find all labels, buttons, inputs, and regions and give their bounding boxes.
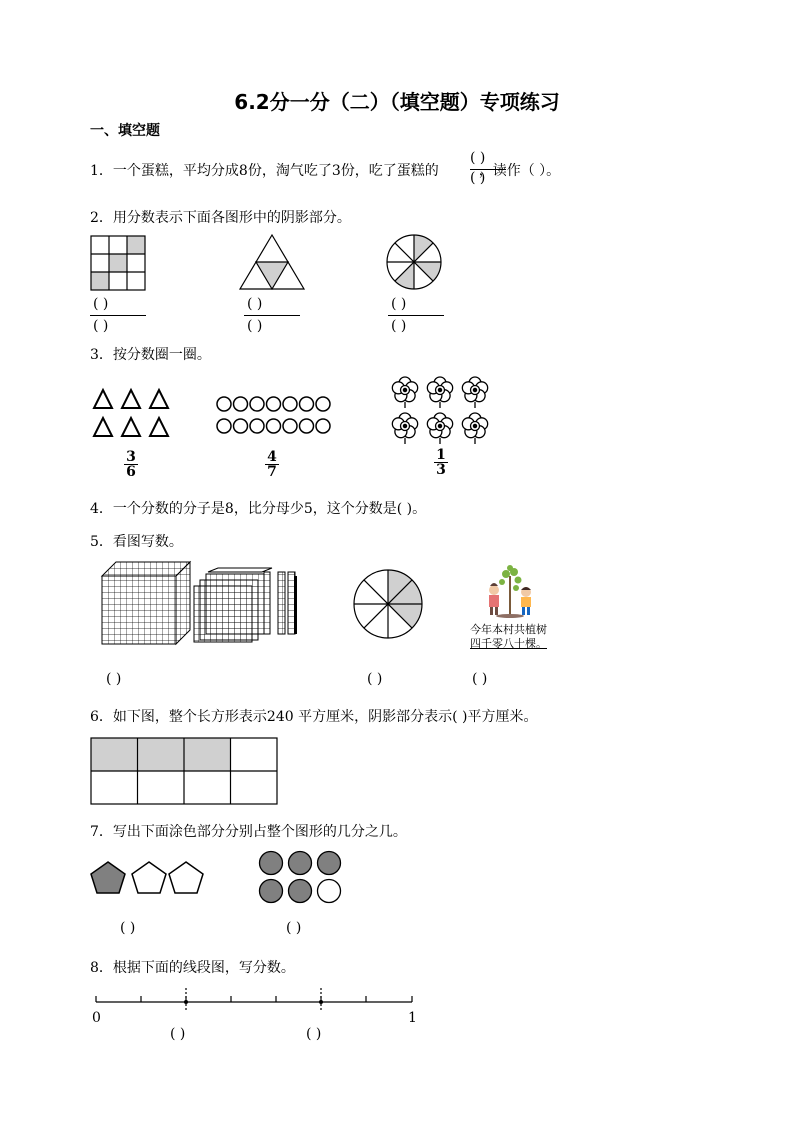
q3-fraction-1 bbox=[124, 450, 138, 479]
q3-flower bbox=[392, 413, 417, 444]
q6-rectangle-figure bbox=[91, 738, 279, 806]
q3-circle bbox=[234, 397, 248, 411]
q8-label-zero: 0 bbox=[92, 1010, 101, 1026]
question-7: 7．写出下面涂色部分分别占整个图形的几分之几。 bbox=[90, 824, 407, 840]
q3-circle bbox=[250, 397, 264, 411]
q5-blank-1[interactable]: ( ) bbox=[106, 671, 122, 687]
q3-circle bbox=[217, 419, 231, 433]
q3-circles bbox=[216, 396, 334, 436]
q8-blank-2[interactable]: ( ) bbox=[306, 1026, 322, 1042]
q8-blank-1[interactable]: ( ) bbox=[170, 1026, 186, 1042]
q3-circle bbox=[283, 419, 297, 433]
q7-circles bbox=[258, 850, 344, 906]
page-title: 6.2分一分（二）（填空题）专项练习 bbox=[234, 90, 560, 114]
q2-frac-line-1 bbox=[90, 315, 146, 316]
q3-fraction-3 bbox=[434, 448, 448, 477]
q3-frac-2-num: 4 bbox=[267, 449, 277, 465]
q2-blank-den-2[interactable]: ( ) bbox=[247, 318, 263, 334]
q8-number-line bbox=[90, 988, 420, 1012]
q5-caption-line-2: 四千零八十棵。 bbox=[470, 637, 547, 650]
q3-frac-3-num: 1 bbox=[436, 447, 446, 463]
q2-blank-num-2[interactable]: ( ) bbox=[247, 296, 263, 312]
q3-circle bbox=[234, 419, 248, 433]
q2-blank-den-3[interactable]: ( ) bbox=[391, 318, 407, 334]
q2-frac-line-2 bbox=[244, 315, 300, 316]
question-4: 4．一个分数的分子是8，比分母少5，这个分数是( )。 bbox=[90, 501, 427, 517]
question-8: 8．根据下面的线段图，写分数。 bbox=[90, 960, 295, 976]
q3-circle bbox=[217, 397, 231, 411]
q1-frac-num[interactable]: ( ) bbox=[470, 150, 486, 166]
q7-blank-2[interactable]: ( ) bbox=[286, 920, 302, 936]
q2-triangle-figure bbox=[240, 235, 304, 289]
q2-blank-num-3[interactable]: ( ) bbox=[391, 296, 407, 312]
q5-blank-3[interactable]: ( ) bbox=[472, 671, 488, 687]
q5-circle-figure bbox=[352, 568, 424, 640]
q5-caption-line-1: 今年本村共植树 bbox=[470, 623, 547, 636]
q3-circle bbox=[316, 419, 330, 433]
q5-blank-2[interactable]: ( ) bbox=[367, 671, 383, 687]
q3-flower bbox=[462, 377, 487, 408]
q3-circle bbox=[267, 397, 281, 411]
q3-flower bbox=[462, 413, 487, 444]
q3-flower bbox=[427, 413, 452, 444]
q3-circle bbox=[283, 397, 297, 411]
q7-blank-1[interactable]: ( ) bbox=[120, 920, 136, 936]
section-heading: 一、填空题 bbox=[90, 123, 160, 139]
q3-triangles bbox=[92, 388, 172, 440]
q3-circle bbox=[316, 397, 330, 411]
q2-circle-figure bbox=[386, 234, 442, 290]
question-5: 5．看图写数。 bbox=[90, 534, 183, 550]
q3-flowers bbox=[388, 374, 492, 442]
q7-pentagons bbox=[90, 860, 206, 896]
q3-frac-2-den: 7 bbox=[267, 464, 277, 480]
q3-circle bbox=[267, 419, 281, 433]
q1-text-a: 1．一个蛋糕，平均分成8份，淘气吃了3份，吃了蛋糕的 bbox=[90, 163, 439, 179]
question-3: 3．按分数圈一圈。 bbox=[90, 347, 211, 363]
q3-circle bbox=[250, 419, 264, 433]
q3-frac-1-num: 3 bbox=[126, 449, 136, 465]
q1-text-b: ，读作（ ）。 bbox=[478, 163, 561, 179]
q3-flower bbox=[427, 377, 452, 408]
q3-circle bbox=[300, 397, 314, 411]
q5-cubes-figure bbox=[102, 562, 306, 644]
q3-circle bbox=[300, 419, 314, 433]
q2-grid-figure bbox=[91, 236, 147, 290]
q5-tree-planting-image bbox=[478, 566, 540, 618]
q3-flower bbox=[392, 377, 417, 408]
q1-frac-den[interactable]: ( ) bbox=[470, 170, 486, 186]
q3-fraction-2 bbox=[265, 450, 279, 479]
question-6: 6．如下图，整个长方形表示240 平方厘米，阴影部分表示( )平方厘米。 bbox=[90, 709, 538, 725]
q3-frac-1-den: 6 bbox=[126, 464, 136, 480]
question-2: 2．用分数表示下面各图形中的阴影部分。 bbox=[90, 210, 351, 226]
q3-frac-3-den: 3 bbox=[436, 462, 446, 478]
question-1 bbox=[90, 160, 560, 180]
q2-blank-num-1[interactable]: ( ) bbox=[93, 296, 109, 312]
q2-frac-line-3 bbox=[388, 315, 444, 316]
q2-blank-den-1[interactable]: ( ) bbox=[93, 318, 109, 334]
q8-label-one: 1 bbox=[408, 1010, 417, 1026]
